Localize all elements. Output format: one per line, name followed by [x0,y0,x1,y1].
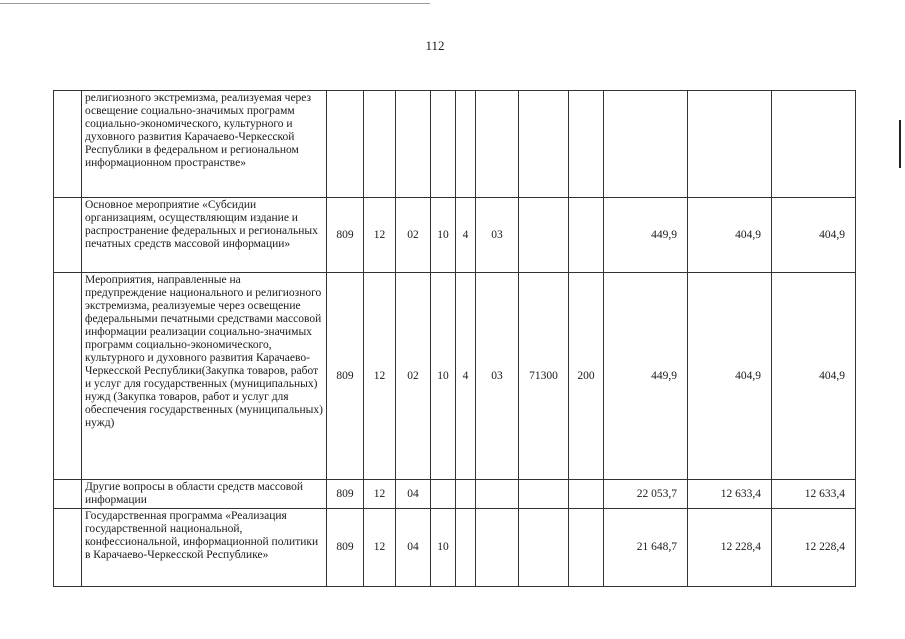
row-name: Другие вопросы в области средств массовой информации [82,480,327,509]
value-3-cell [772,91,856,198]
program-cell: 10 [431,509,456,587]
section-cell: 12 [364,480,396,509]
item-cell [476,480,519,509]
subsection-cell: 02 [396,273,431,480]
row-name: Государственная программа «Реализация государственной национальной, конфессиональной, информационной политики в Карачаево-Черкесской Республике» [82,509,327,587]
section-cell [364,91,396,198]
item-cell [476,509,519,587]
item-cell: 03 [476,198,519,273]
item-cell [476,91,519,198]
subsection-cell [396,91,431,198]
subsection-cell: 04 [396,509,431,587]
table-row [54,509,856,587]
type-cell [569,509,604,587]
row-index-cell [54,198,82,273]
program-cell: 10 [431,273,456,480]
table-row [54,198,856,273]
value-1-cell: 449,9 [604,198,688,273]
expense-cell: 71300 [519,273,569,480]
code-cell: 809 [327,480,364,509]
item-cell: 03 [476,273,519,480]
value-2-cell: 404,9 [688,273,772,480]
expense-cell [519,198,569,273]
subprogram-cell [456,509,476,587]
value-1-cell [604,91,688,198]
type-cell [569,91,604,198]
table-row [54,480,856,509]
expense-cell [519,480,569,509]
row-index-cell [54,480,82,509]
section-cell: 12 [364,198,396,273]
subprogram-cell: 4 [456,273,476,480]
value-2-cell: 12 228,4 [688,509,772,587]
top-rule [0,3,430,4]
subprogram-cell [456,480,476,509]
code-cell: 809 [327,509,364,587]
value-3-cell: 404,9 [772,273,856,480]
value-2-cell [688,91,772,198]
code-cell: 809 [327,198,364,273]
value-1-cell: 449,9 [604,273,688,480]
value-2-cell: 12 633,4 [688,480,772,509]
subsection-cell: 02 [396,198,431,273]
section-cell: 12 [364,509,396,587]
type-cell: 200 [569,273,604,480]
expense-cell [519,91,569,198]
value-3-cell: 12 228,4 [772,509,856,587]
subprogram-cell [456,91,476,198]
value-1-cell: 21 648,7 [604,509,688,587]
type-cell [569,198,604,273]
value-3-cell: 12 633,4 [772,480,856,509]
row-name: Мероприятия, направленные на предупреждение национального и религиозного экстремизма, реализуемые через освещение федеральными печатными средствами массовой информации реализации социально-значимых программ социально-экономического, культурного и духовного развития Карачаево-Черкесской Республики(Закупка товаров, работ и услуг для государственных (муниципальных) нужд (Закупка товаров, работ и услуг для обеспечения государственных (муниципальных) нужд) [82,273,327,480]
subsection-cell: 04 [396,480,431,509]
margin-mark [899,120,901,168]
expense-cell [519,509,569,587]
row-name: Основное мероприятие «Субсидии организациям, осуществляющим издание и распространение федеральных и региональных печатных средств массовой информации» [82,198,327,273]
row-index-cell [54,91,82,198]
program-cell [431,91,456,198]
value-1-cell: 22 053,7 [604,480,688,509]
code-cell [327,91,364,198]
value-3-cell: 404,9 [772,198,856,273]
code-cell: 809 [327,273,364,480]
table-row [54,273,856,480]
table-row [54,91,856,198]
page-number: 112 [425,38,445,53]
row-index-cell [54,273,82,480]
budget-table [53,90,856,587]
row-name: религиозного экстремизма, реализуемая через освещение социально-значимых программ социально-экономического, культурного и духовного развития Карачаево-Черкесской Республики в федеральном и региональном информационном пространстве» [82,91,327,198]
subprogram-cell: 4 [456,198,476,273]
type-cell [569,480,604,509]
program-cell [431,480,456,509]
program-cell: 10 [431,198,456,273]
section-cell: 12 [364,273,396,480]
value-2-cell: 404,9 [688,198,772,273]
row-index-cell [54,509,82,587]
